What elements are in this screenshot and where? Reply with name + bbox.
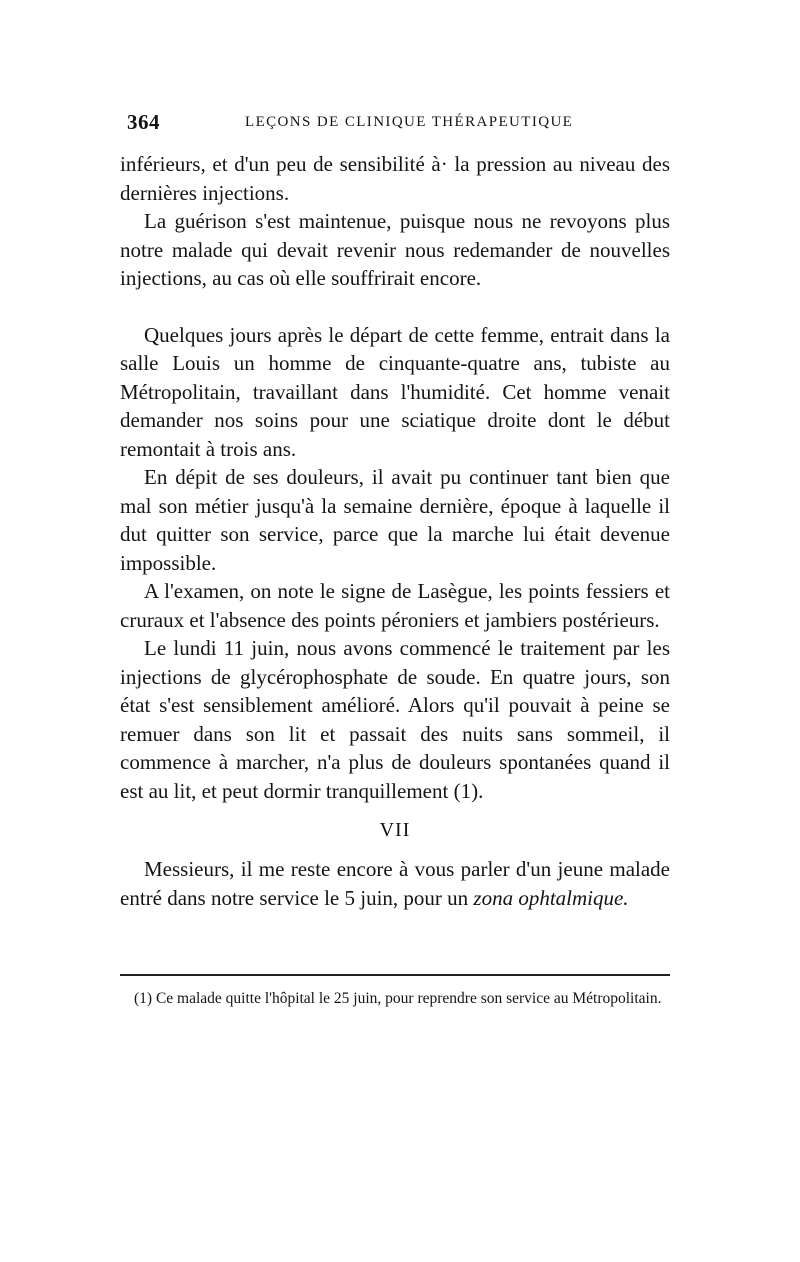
page-number: 364: [127, 110, 160, 134]
page-header: [127, 110, 667, 140]
section-heading: VII: [379, 819, 411, 841]
paragraph: Le lundi 11 juin, nous avons commencé le traitement par les injections de glycérophosphate de soude. En quatre jours, son état s'est sensiblement amélioré. Alors qu'il pouvait à peine se remuer dans son lit et passait des nuits sans sommeil, il commence à marcher, n'a plus de douleurs spontanées quand il est au lit, et peut dormir tranquillement (1).: [120, 636, 670, 803]
paragraph: En dépit de ses douleurs, il avait pu continuer tant bien que mal son métier jusqu'à la semaine dernière, époque à laquelle il dut quitter son service, parce que la marche lui était devenue impossible.: [120, 465, 670, 575]
footnote-divider: [120, 974, 670, 976]
main-text: [120, 150, 670, 912]
paragraph: La guérison s'est maintenue, puisque nous ne revoyons plus notre malade qui devait revenir nous redemander de nouvelles injections, au cas où elle souffrirait encore.: [120, 209, 670, 290]
paragraph: Quelques jours après le départ de cette femme, entrait dans la salle Louis un homme de cinquante-quatre ans, tubiste au Métropolitain, travaillant dans l'humidité. Cet homme venait demander nos soins pour une sciatique droite dont le début remontait à trois ans.: [120, 322, 670, 461]
footnotes: [120, 988, 670, 1010]
footnote: (1) Ce malade quitte l'hôpital le 25 juin, pour reprendre son service au Métropolitain.: [134, 990, 662, 1007]
section-paragraph-italic: zona ophtalmique.: [473, 885, 629, 910]
section-paragraph: [120, 855, 670, 912]
paragraph-continuation: inférieurs, et d'un peu de sensibilité à· la pression au niveau des dernières injections.: [120, 152, 670, 205]
section-paragraph-text: Messieurs, il me reste encore à vous parler d'un jeune malade entré dans notre service le 5 juin, pour un: [120, 857, 670, 910]
running-title: LEÇONS DE CLINIQUE THÉRAPEUTIQUE: [245, 114, 574, 130]
paragraph: A l'examen, on note le signe de Lasègue, les points fessiers et cruraux et l'absence des points péroniers et jambiers postérieurs.: [120, 579, 670, 632]
